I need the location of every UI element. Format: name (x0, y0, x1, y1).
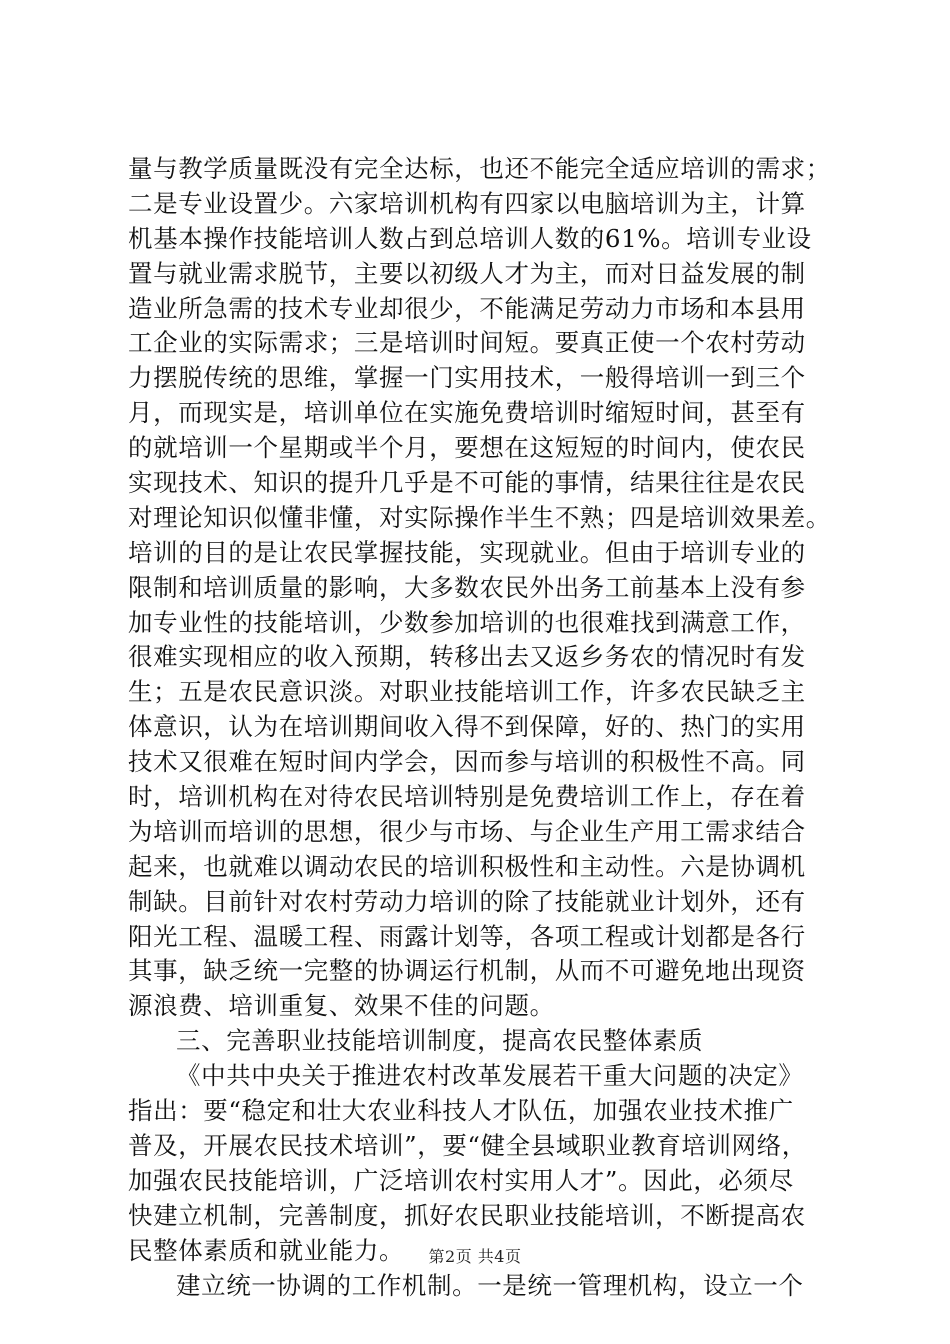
text-line: 机基本操作技能培训人数占到总培训人数的61%。培训专业设 (128, 223, 812, 253)
text-line: 工企业的实际需求；三是培训时间短。要真正使一个农村劳动 (128, 328, 806, 358)
text-line: 民整体素质和就业能力。 (128, 1235, 405, 1265)
text-line: 力摆脱传统的思维，掌握一门实用技术，一般得培训一到三个 (128, 363, 806, 393)
text-line: 加专业性的技能培训，少数参加培训的也很难找到满意工作， (128, 607, 806, 637)
text-line: 造业所急需的技术专业却很少，不能满足劳动力市场和本县用 (128, 293, 806, 323)
text-line: 的就培训一个星期或半个月，要想在这短短的时间内，使农民 (128, 433, 806, 463)
text-line: 限制和培训质量的影响，大多数农民外出务工前基本上没有参 (128, 572, 806, 602)
text-line: 很难实现相应的收入预期，转移出去又返乡务农的情况时有发 (128, 642, 806, 672)
text-line: 技术又很难在短时间内学会，因而参与培训的积极性不高。同 (128, 747, 806, 777)
text-line: 阳光工程、温暖工程、雨露计划等，各项工程或计划都是各行 (128, 921, 806, 951)
text-line: 置与就业需求脱节，主要以初级人才为主，而对日益发展的制 (128, 258, 806, 288)
text-line: 对理论知识似懂非懂，对实际操作半生不熟；四是培训效果差。 (128, 502, 831, 532)
text-line: 为培训而培训的思想，很少与市场、与企业生产用工需求结合 (128, 816, 806, 846)
page-footer: 第2页 共4页 (428, 1247, 522, 1266)
text-line: 制缺。目前针对农村劳动力培训的除了技能就业计划外，还有 (128, 886, 806, 916)
text-line: 源浪费、培训重复、效果不佳的问题。 (128, 991, 555, 1021)
text-line: 起来，也就难以调动农民的培训积极性和主动性。六是协调机 (128, 851, 806, 881)
text-line: 其事，缺乏统一完整的协调运行机制，从而不可避免地出现资 (128, 956, 806, 986)
text-line: 《中共中央关于推进农村改革发展若干重大问题的决定》 (176, 1061, 804, 1091)
text-line: 培训的目的是让农民掌握技能，实现就业。但由于培训专业的 (128, 537, 806, 567)
document-body (128, 152, 848, 1303)
text-line: 体意识，认为在培训期间收入得不到保障，好的、热门的实用 (128, 712, 806, 742)
text-line: 二是专业设置少。六家培训机构有四家以电脑培训为主，计算 (128, 188, 806, 218)
text-line: 月，而现实是，培训单位在实施免费培训时缩短时间，甚至有 (128, 398, 806, 428)
text-line: 快建立机制，完善制度，抓好农民职业技能培训，不断提高农 (128, 1200, 806, 1230)
text-line: 加强农民技能培训，广泛培训农村实用人才”。因此，必须尽 (128, 1165, 794, 1195)
text-line: 三、完善职业技能培训制度，提高农民整体素质 (176, 1026, 704, 1056)
text-line: 普及，开展农民技术培训”，要“健全县域职业教育培训网络， (128, 1130, 807, 1160)
text-line: 实现技术、知识的提升几乎是不可能的事情，结果往往是农民 (128, 468, 806, 498)
text-line: 建立统一协调的工作机制。一是统一管理机构，设立一个 (176, 1270, 804, 1300)
text-line: 生；五是农民意识淡。对职业技能培训工作，许多农民缺乏主 (128, 677, 806, 707)
text-line: 指出：要“稳定和壮大农业科技人才队伍，加强农业技术推广 (128, 1096, 794, 1126)
text-line: 时，培训机构在对待农民培训特别是免费培训工作上，存在着 (128, 782, 806, 812)
text-line: 量与教学质量既没有完全达标，也还不能完全适应培训的需求； (128, 154, 831, 183)
